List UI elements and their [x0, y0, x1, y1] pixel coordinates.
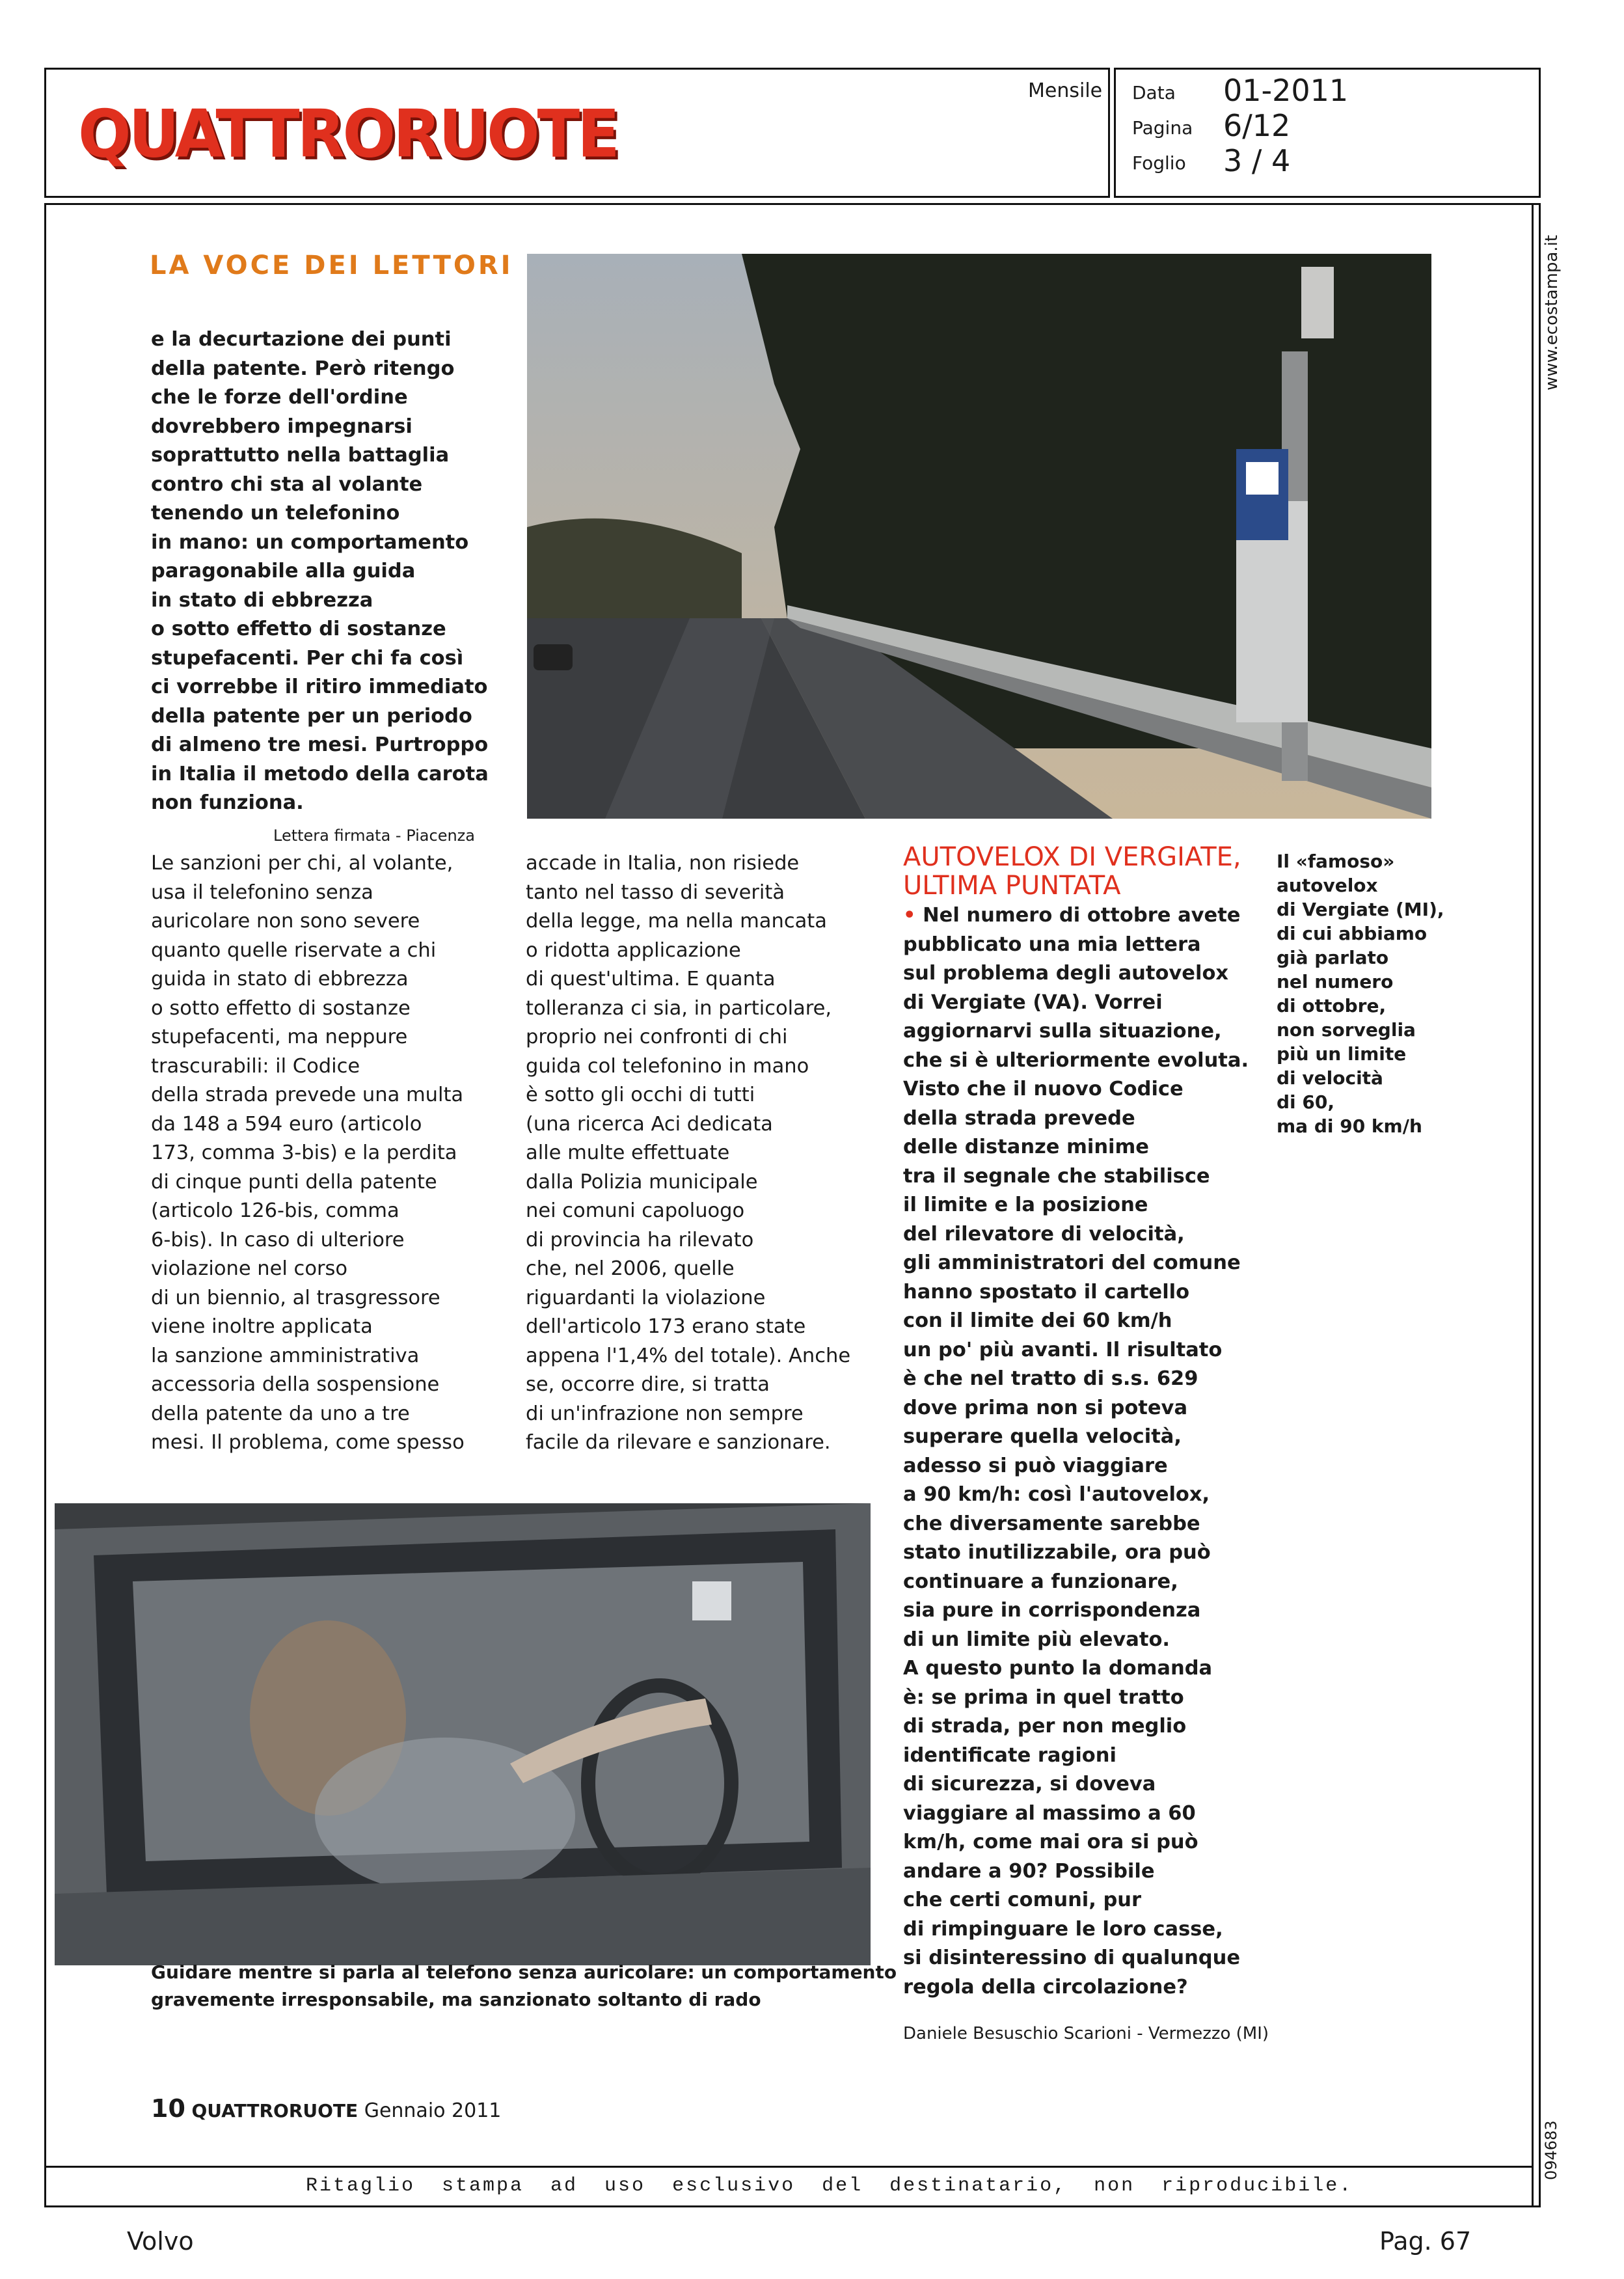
bullet-icon: • [903, 904, 916, 927]
reply-column-2 [526, 849, 890, 1458]
text-line: pubblicato una mia lettera [903, 933, 1201, 956]
text-line: se, occorre dire, si tratta [526, 1373, 770, 1396]
text-line: (una ricerca Aci dedicata [526, 1112, 773, 1136]
text-line: violazione nel corso [151, 1257, 348, 1280]
letter2-title-line: AUTOVELOX DI VERGIATE, [903, 842, 1241, 872]
text-line: soprattutto nella battaglia [151, 444, 450, 467]
side-website [1536, 221, 1575, 390]
frequency-label: Mensile [1028, 79, 1103, 102]
caption-line: di 60, [1277, 1091, 1334, 1113]
text-line: di almeno tre mesi. Purtroppo [151, 733, 489, 756]
caption-line: non sorveglia [1277, 1019, 1416, 1041]
text-line: A questo punto la domanda [903, 1657, 1213, 1680]
caption-line: di ottobre, [1277, 995, 1387, 1017]
text-line: paragonabile alla guida [151, 560, 416, 582]
text-line: che, nel 2006, quelle [526, 1257, 735, 1280]
text-line: il limite e la posizione [903, 1194, 1148, 1216]
text-line: appena l'1,4% del totale). Anche [526, 1344, 851, 1367]
text-line: trascurabili: il Codice [151, 1054, 360, 1078]
text-line: tra il segnale che stabilisce [903, 1164, 1210, 1188]
text-line [903, 901, 1254, 931]
text-line: adesso si può viaggiare [903, 1454, 1168, 1477]
disclaimer-text: Ritaglio stampa ad uso esclusivo del destinatario, non riproducibile. [306, 2175, 1353, 2197]
letter1-text [151, 325, 502, 818]
text-line: facile da rilevare e sanzionare. [526, 1431, 831, 1454]
text-line: riguardanti la violazione [526, 1286, 766, 1309]
text-line: in mano: un comportamento [151, 530, 469, 554]
text-line: viaggiare al massimo a 60 [903, 1801, 1196, 1825]
data-label: Data [1132, 82, 1176, 103]
letter1-signature: Lettera firmata - Piacenza [273, 826, 475, 845]
text-line: di rimpinguare le loro casse, [903, 1917, 1223, 1941]
text-line: Le sanzioni per chi, al volante, [151, 852, 453, 875]
text-line: viene inoltre applicata [151, 1315, 373, 1338]
folio-magazine: QUATTRORUOTE [191, 2100, 359, 2122]
text-line: continuare a funzionare, [903, 1570, 1178, 1593]
text-line: di sicurezza, si doveva [903, 1773, 1156, 1795]
text-line: che si è ulteriormente evoluta. [903, 1048, 1249, 1072]
text-line: auricolare non sono severe [151, 910, 420, 933]
speed-camera-photo [527, 254, 1431, 819]
caption-line: di velocità [1277, 1067, 1383, 1089]
text-line: è: se prima in quel tratto [903, 1685, 1184, 1709]
text-line: di un biennio, al trasgressore [151, 1286, 440, 1309]
folio-number: 10 [151, 2094, 185, 2123]
reply-column-1 [151, 849, 515, 1458]
caption-line: più un limite [1277, 1043, 1407, 1065]
pagina-label: Pagina [1132, 117, 1193, 139]
foglio-label: Foglio [1132, 152, 1186, 174]
section-title: LA VOCE DEI LETTORI [150, 251, 513, 280]
text-line: km/h, come mai ora si può [903, 1831, 1198, 1853]
photo-caption-bottom [151, 1959, 899, 2013]
text-line: di strada, per non meglio [903, 1715, 1187, 1738]
text-line: della patente per un periodo [151, 704, 472, 728]
text-line: guida in stato di ebbrezza [151, 968, 409, 990]
text-line: gli amministratori del comune [903, 1251, 1241, 1274]
side-code-text: 094683 [1542, 2120, 1560, 2180]
text-line: superare quella velocità, [903, 1425, 1182, 1448]
text-line: sia pure in corrispondenza [903, 1599, 1201, 1622]
text-line: tenendo un telefonino [151, 502, 400, 525]
letter2-signature: Daniele Besuschio Scarioni - Vermezzo (MI) [903, 2024, 1269, 2043]
text-line: ci vorrebbe il ritiro immediato [151, 676, 488, 698]
text-line: in stato di ebbrezza [151, 588, 373, 612]
text-line: di Vergiate (VA). Vorrei [903, 990, 1163, 1014]
text-line: Visto che il nuovo Codice [903, 1078, 1184, 1100]
letter2-title [903, 843, 1254, 900]
footer-page: Pag. 67 [1379, 2227, 1472, 2256]
caption-line: gravemente irresponsabile, ma sanzionato soltanto di rado [151, 1989, 761, 2010]
driver-phone-photo [55, 1503, 871, 1965]
text-line: dove prima non si poteva [903, 1396, 1188, 1419]
text-line: dovrebbero impegnarsi [151, 415, 413, 438]
text-line: della patente. Però ritengo [151, 357, 455, 380]
side-code [1536, 2108, 1575, 2180]
text-line: da 148 a 594 euro (articolo [151, 1112, 422, 1136]
magazine-logo: QUATTRORUOTE [78, 96, 617, 172]
text-line: delle distanze minime [903, 1136, 1149, 1158]
caption-line: nel numero [1277, 971, 1394, 992]
text-line: del rilevatore di velocità, [903, 1222, 1185, 1246]
text-line: che diversamente sarebbe [903, 1512, 1200, 1535]
text-line: usa il telefonino senza [151, 880, 373, 904]
text-line: tanto nel tasso di severità [526, 880, 785, 904]
text-line: dalla Polizia municipale [526, 1170, 758, 1194]
text-line: stupefacenti. Per chi fa così [151, 646, 464, 670]
text-line: accade in Italia, non risiede [526, 852, 800, 875]
text-line: regola della circolazione? [903, 1975, 1188, 1999]
text-line: o sotto effetto di sostanze [151, 996, 411, 1020]
text-line: quanto quelle riservate a chi [151, 938, 437, 962]
text-line: a 90 km/h: così l'autovelox, [903, 1483, 1210, 1506]
text-line: si disinteressino di qualunque [903, 1946, 1241, 1969]
text-line: dell'articolo 173 erano state [526, 1315, 806, 1338]
text-line: di quest'ultima. E quanta [526, 968, 776, 990]
text-line: tolleranza ci sia, in particolare, [526, 996, 832, 1020]
text-line: (articolo 126-bis, comma [151, 1199, 399, 1222]
text-line: è che nel tratto di s.s. 629 [903, 1367, 1198, 1390]
text-line: accessoria della sospensione [151, 1373, 440, 1396]
text-line: con il limite dei 60 km/h [903, 1309, 1172, 1332]
disclaimer-divider [44, 2166, 1532, 2168]
text-line-content: Nel numero di ottobre avete [923, 904, 1241, 927]
text-line: la sanzione amministrativa [151, 1344, 420, 1367]
text-line: della patente da uno a tre [151, 1402, 410, 1425]
text-line: non funziona. [151, 791, 304, 814]
photo-caption-right [1277, 849, 1459, 1138]
text-line: della strada prevede [903, 1106, 1135, 1130]
text-line: sul problema degli autovelox [903, 962, 1229, 985]
caption-line: di cui abbiamo [1277, 923, 1428, 944]
caption-line: di Vergiate (MI), [1277, 899, 1444, 920]
side-website-text: www.ecostampa.it [1542, 235, 1562, 390]
text-line: stupefacenti, ma neppure [151, 1026, 408, 1048]
text-line: della strada prevede una multa [151, 1084, 464, 1106]
text-line: hanno spostato il cartello [903, 1280, 1190, 1303]
text-line: o sotto effetto di sostanze [151, 618, 446, 640]
text-line: che certi comuni, pur [903, 1889, 1142, 1911]
text-line: mesi. Il problema, come spesso [151, 1431, 465, 1454]
text-line: di provincia ha rilevato [526, 1228, 754, 1251]
caption-line: Guidare mentre si parla al telefono senza auricolare: un comportamento [151, 1961, 897, 1983]
text-line: o ridotta applicazione [526, 938, 741, 962]
text-line: aggiornarvi sulla situazione, [903, 1020, 1222, 1043]
frame-divider [1532, 203, 1534, 2207]
text-line: nei comuni capoluogo [526, 1199, 745, 1222]
folio-issue: Gennaio 2011 [364, 2099, 502, 2122]
text-line: contro chi sta al volante [151, 472, 423, 496]
text-line: proprio nei confronti di chi [526, 1026, 788, 1048]
text-line: e la decurtazione dei punti [151, 328, 452, 351]
text-line: che le forze dell'ordine [151, 386, 408, 409]
text-line: in Italia il metodo della carota [151, 762, 489, 785]
footer-client: Volvo [127, 2227, 194, 2256]
text-line: guida col telefonino in mano [526, 1054, 809, 1078]
text-line: un po' più avanti. Il risultato [903, 1338, 1223, 1361]
text-line: andare a 90? Possibile [903, 1859, 1155, 1883]
pagina-value: 6/12 [1223, 108, 1291, 143]
text-line: di un limite più elevato. [903, 1628, 1171, 1651]
caption-line: ma di 90 km/h [1277, 1115, 1422, 1137]
page-folio [151, 2094, 501, 2123]
text-line: stato inutilizzabile, ora può [903, 1541, 1211, 1564]
text-line: identificate ragioni [903, 1743, 1116, 1767]
letter2-title-line: ULTIMA PUNTATA [903, 871, 1121, 901]
caption-line: già parlato [1277, 947, 1389, 968]
text-line: di cinque punti della patente [151, 1170, 437, 1194]
foglio-value: 3 / 4 [1223, 143, 1291, 178]
text-line: della legge, ma nella mancata [526, 910, 827, 933]
letter2-text [903, 901, 1254, 2002]
text-line: è sotto gli occhi di tutti [526, 1084, 755, 1106]
text-line: 6-bis). In caso di ulteriore [151, 1228, 405, 1251]
caption-line: autovelox [1277, 875, 1378, 896]
text-line: alle multe effettuate [526, 1141, 730, 1164]
data-value: 01-2011 [1223, 73, 1349, 108]
text-line: di un'infrazione non sempre [526, 1402, 804, 1425]
caption-line: Il «famoso» [1277, 851, 1395, 872]
text-line: 173, comma 3-bis) e la perdita [151, 1141, 457, 1164]
